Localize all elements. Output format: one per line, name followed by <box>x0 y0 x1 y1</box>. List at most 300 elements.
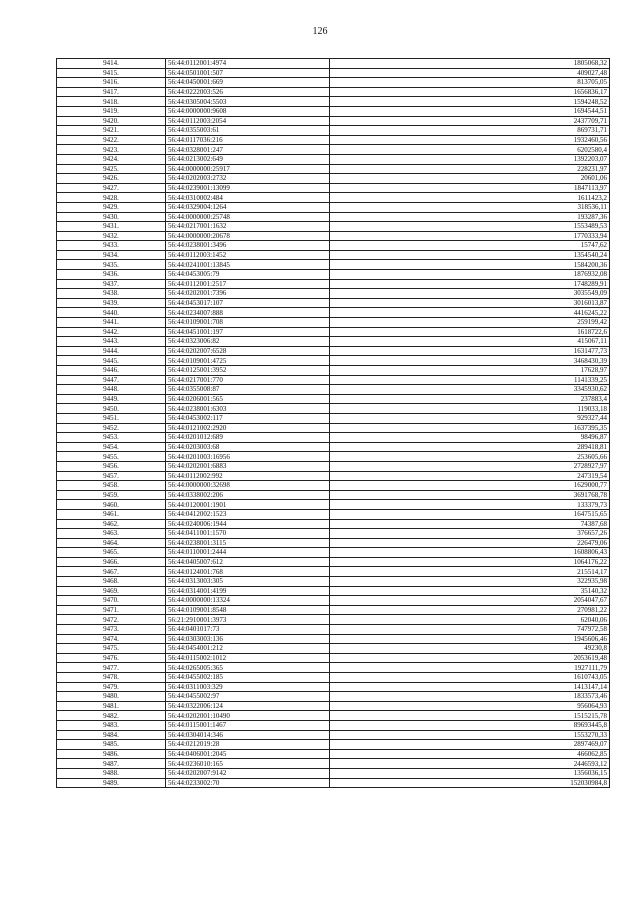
cadastral-number: 56:44:0241001:13845 <box>166 260 330 270</box>
table-row <box>57 279 610 289</box>
table-row <box>57 222 610 232</box>
row-number: 9482. <box>57 711 166 721</box>
row-number: 9469. <box>57 586 166 596</box>
row-number: 9439. <box>57 298 166 308</box>
cadastral-value: 2054047,67 <box>330 596 610 606</box>
cadastral-number: 56:44:0000000:25748 <box>166 212 330 222</box>
row-number: 9442. <box>57 327 166 337</box>
table-row <box>57 289 610 299</box>
table-row <box>57 59 610 69</box>
cadastral-number: 56:44:0109001:8548 <box>166 605 330 615</box>
cadastral-number: 56:44:0115002:1012 <box>166 653 330 663</box>
cadastral-number: 56:44:0453017:107 <box>166 298 330 308</box>
cadastral-value: 3035549,09 <box>330 289 610 299</box>
row-number: 9447. <box>57 375 166 385</box>
table-row <box>57 116 610 126</box>
row-number: 9423. <box>57 145 166 155</box>
table-row <box>57 212 610 222</box>
cadastral-value: 119033,18 <box>330 404 610 414</box>
table-row <box>57 78 610 88</box>
cadastral-value: 1656836,17 <box>330 87 610 97</box>
row-number: 9426. <box>57 174 166 184</box>
row-number: 9417. <box>57 87 166 97</box>
row-number: 9457. <box>57 471 166 481</box>
cadastral-value: 1141339,25 <box>330 375 610 385</box>
cadastral-number: 56:44:0109001:708 <box>166 318 330 328</box>
cadastral-number: 56:44:0202001:6883 <box>166 461 330 471</box>
cadastral-value: 2446593,12 <box>330 759 610 769</box>
cadastral-value: 409027,48 <box>330 68 610 78</box>
row-number: 9449. <box>57 394 166 404</box>
row-number: 9455. <box>57 452 166 462</box>
cadastral-number: 56:44:0000000:13324 <box>166 596 330 606</box>
cadastral-value: 322935,98 <box>330 577 610 587</box>
cadastral-value: 1584200,36 <box>330 260 610 270</box>
cadastral-value: 1611423,2 <box>330 193 610 203</box>
cadastral-value: 247319,54 <box>330 471 610 481</box>
row-number: 9470. <box>57 596 166 606</box>
cadastral-value: 747972,58 <box>330 625 610 635</box>
cadastral-value: 2053619,48 <box>330 653 610 663</box>
cadastral-number: 56:44:0112003:1452 <box>166 250 330 260</box>
cadastral-value: 1647515,65 <box>330 509 610 519</box>
cadastral-value: 1608806,43 <box>330 548 610 558</box>
table-row <box>57 452 610 462</box>
cadastral-number: 56:44:0000000:9608 <box>166 106 330 116</box>
cadastral-number: 56:44:0000000:25917 <box>166 164 330 174</box>
row-number: 9458. <box>57 481 166 491</box>
cadastral-number: 56:44:0411001:1570 <box>166 529 330 539</box>
row-number: 9431. <box>57 222 166 232</box>
row-number: 9463. <box>57 529 166 539</box>
page-number: 126 <box>312 26 328 37</box>
cadastral-number: 56:44:0112002:992 <box>166 471 330 481</box>
cadastral-number: 56:44:0234007:888 <box>166 308 330 318</box>
cadastral-number: 56:44:0238001:3115 <box>166 538 330 548</box>
row-number: 9429. <box>57 202 166 212</box>
row-number: 9489. <box>57 778 166 788</box>
row-number: 9448. <box>57 385 166 395</box>
row-number: 9478. <box>57 673 166 683</box>
cadastral-value: 1553489,53 <box>330 222 610 232</box>
row-number: 9437. <box>57 279 166 289</box>
table-row <box>57 337 610 347</box>
cadastral-number: 56:44:0115001:1467 <box>166 720 330 730</box>
row-number: 9465. <box>57 548 166 558</box>
cadastral-value: 1945606,46 <box>330 634 610 644</box>
cadastral-value: 1833573,46 <box>330 692 610 702</box>
cadastral-value: 466062,85 <box>330 749 610 759</box>
cadastral-number: 56:44:0406001:2045 <box>166 749 330 759</box>
table-row <box>57 653 610 663</box>
cadastral-number: 56:44:0206001:565 <box>166 394 330 404</box>
row-number: 9462. <box>57 519 166 529</box>
cadastral-number: 56:44:0121002:2920 <box>166 423 330 433</box>
table-row <box>57 385 610 395</box>
table-row <box>57 596 610 606</box>
row-number: 9475. <box>57 644 166 654</box>
table-row <box>57 605 610 615</box>
cadastral-number: 56:44:0453002:117 <box>166 413 330 423</box>
cadastral-value: 956064,93 <box>330 701 610 711</box>
cadastral-value: 259199,42 <box>330 318 610 328</box>
cadastral-value: 89693445,8 <box>330 720 610 730</box>
cadastral-value: 3691768,78 <box>330 490 610 500</box>
row-number: 9424. <box>57 154 166 164</box>
cadastral-number: 56:44:0109001:4725 <box>166 356 330 366</box>
cadastral-number: 56:44:0405007:612 <box>166 557 330 567</box>
row-number: 9453. <box>57 433 166 443</box>
cadastral-number: 56:44:0203003:68 <box>166 442 330 452</box>
table-row <box>57 442 610 452</box>
cadastral-value: 15747,62 <box>330 241 610 251</box>
table-row <box>57 529 610 539</box>
row-number: 9438. <box>57 289 166 299</box>
cadastral-number: 56:44:0110001:2444 <box>166 548 330 558</box>
cadastral-number: 56:44:0112003:2054 <box>166 116 330 126</box>
cadastral-number: 56:44:0310002:484 <box>166 193 330 203</box>
table-row <box>57 433 610 443</box>
table-row <box>57 375 610 385</box>
row-number: 9480. <box>57 692 166 702</box>
table-row <box>57 644 610 654</box>
table-row <box>57 308 610 318</box>
table-row <box>57 183 610 193</box>
cadastral-value: 215514,17 <box>330 567 610 577</box>
row-number: 9425. <box>57 164 166 174</box>
cadastral-value: 35140,32 <box>330 586 610 596</box>
cadastral-number: 56:44:0124001:768 <box>166 567 330 577</box>
row-number: 9434. <box>57 250 166 260</box>
cadastral-number: 56:44:0412002:1523 <box>166 509 330 519</box>
row-number: 9459. <box>57 490 166 500</box>
row-number: 9486. <box>57 749 166 759</box>
row-number: 9416. <box>57 78 166 88</box>
cadastral-number: 56:44:0212019:28 <box>166 740 330 750</box>
row-number: 9485. <box>57 740 166 750</box>
row-number: 9418. <box>57 97 166 107</box>
table-row <box>57 154 610 164</box>
row-number: 9471. <box>57 605 166 615</box>
row-number: 9456. <box>57 461 166 471</box>
row-number: 9472. <box>57 615 166 625</box>
table-row <box>57 586 610 596</box>
cadastral-value: 1356036,15 <box>330 768 610 778</box>
table-row <box>57 202 610 212</box>
row-number: 9466. <box>57 557 166 567</box>
cadastral-number: 56:44:0455002:185 <box>166 673 330 683</box>
row-number: 9468. <box>57 577 166 587</box>
cadastral-number: 56:44:0304014:346 <box>166 730 330 740</box>
row-number: 9473. <box>57 625 166 635</box>
row-number: 9464. <box>57 538 166 548</box>
table-row <box>57 126 610 136</box>
cadastral-number: 56:44:0328001:247 <box>166 145 330 155</box>
row-number: 9440. <box>57 308 166 318</box>
cadastral-number: 56:44:0305004:5503 <box>166 97 330 107</box>
row-number: 9446. <box>57 366 166 376</box>
cadastral-value: 62040,06 <box>330 615 610 625</box>
table-row <box>57 145 610 155</box>
registry-table <box>56 58 610 788</box>
cadastral-number: 56:44:0338002:206 <box>166 490 330 500</box>
cadastral-value: 929327,44 <box>330 413 610 423</box>
cadastral-value: 133379,73 <box>330 500 610 510</box>
row-number: 9450. <box>57 404 166 414</box>
table-row <box>57 471 610 481</box>
table-row <box>57 663 610 673</box>
row-number: 9421. <box>57 126 166 136</box>
cadastral-value: 1847113,97 <box>330 183 610 193</box>
table-row <box>57 394 610 404</box>
cadastral-number: 56:44:0314001:4199 <box>166 586 330 596</box>
cadastral-value: 20601,06 <box>330 174 610 184</box>
cadastral-value: 1594248,52 <box>330 97 610 107</box>
row-number: 9436. <box>57 270 166 280</box>
table-row <box>57 548 610 558</box>
cadastral-value: 1553270,33 <box>330 730 610 740</box>
cadastral-value: 226479,06 <box>330 538 610 548</box>
cadastral-value: 318536,11 <box>330 202 610 212</box>
cadastral-number: 56:44:0401017:73 <box>166 625 330 635</box>
row-number: 9467. <box>57 567 166 577</box>
cadastral-number: 56:44:0112001:2517 <box>166 279 330 289</box>
table-row <box>57 768 610 778</box>
cadastral-number: 56:44:0355003:61 <box>166 126 330 136</box>
cadastral-number: 56:44:0202003:2732 <box>166 174 330 184</box>
row-number: 9445. <box>57 356 166 366</box>
table-row <box>57 740 610 750</box>
cadastral-value: 152030984,8 <box>330 778 610 788</box>
table-row <box>57 615 610 625</box>
table-row <box>57 461 610 471</box>
cadastral-number: 56:44:0323006:82 <box>166 337 330 347</box>
cadastral-value: 74387,68 <box>330 519 610 529</box>
cadastral-value: 1927111,79 <box>330 663 610 673</box>
cadastral-number: 56:44:0451001:197 <box>166 327 330 337</box>
row-number: 9430. <box>57 212 166 222</box>
table-row <box>57 557 610 567</box>
cadastral-number: 56:44:0453005:79 <box>166 270 330 280</box>
table-row <box>57 778 610 788</box>
cadastral-value: 2728927,97 <box>330 461 610 471</box>
table-row <box>57 509 610 519</box>
table-row <box>57 730 610 740</box>
table-row <box>57 749 610 759</box>
row-number: 9484. <box>57 730 166 740</box>
table-row <box>57 106 610 116</box>
row-number: 9488. <box>57 768 166 778</box>
cadastral-number: 56:44:0236010:165 <box>166 759 330 769</box>
row-number: 9460. <box>57 500 166 510</box>
cadastral-value: 1610743,05 <box>330 673 610 683</box>
table-row <box>57 682 610 692</box>
cadastral-value: 1392203,07 <box>330 154 610 164</box>
cadastral-number: 56:44:0217001:1632 <box>166 222 330 232</box>
row-number: 9474. <box>57 634 166 644</box>
cadastral-value: 1748289,91 <box>330 279 610 289</box>
cadastral-value: 1932460,56 <box>330 135 610 145</box>
table-row <box>57 318 610 328</box>
row-number: 9432. <box>57 231 166 241</box>
row-number: 9444. <box>57 346 166 356</box>
cadastral-value: 376657,26 <box>330 529 610 539</box>
row-number: 9441. <box>57 318 166 328</box>
cadastral-value: 1694544,51 <box>330 106 610 116</box>
cadastral-value: 1637395,35 <box>330 423 610 433</box>
cadastral-value: 1354540,24 <box>330 250 610 260</box>
row-number: 9452. <box>57 423 166 433</box>
table-row <box>57 250 610 260</box>
cadastral-value: 193287,36 <box>330 212 610 222</box>
row-number: 9487. <box>57 759 166 769</box>
table-row <box>57 625 610 635</box>
table-row <box>57 193 610 203</box>
cadastral-number: 56:44:0000000:32698 <box>166 481 330 491</box>
table-row <box>57 346 610 356</box>
cadastral-number: 56:44:0501001:507 <box>166 68 330 78</box>
cadastral-number: 56:44:0213002:649 <box>166 154 330 164</box>
table-row <box>57 634 610 644</box>
registry-table-body <box>57 59 610 788</box>
table-row <box>57 164 610 174</box>
cadastral-number: 56:44:0202001:10490 <box>166 711 330 721</box>
table-row <box>57 231 610 241</box>
cadastral-value: 49230,8 <box>330 644 610 654</box>
table-row <box>57 87 610 97</box>
table-row <box>57 174 610 184</box>
row-number: 9414. <box>57 59 166 69</box>
cadastral-number: 56:44:0455002:97 <box>166 692 330 702</box>
row-number: 9461. <box>57 509 166 519</box>
cadastral-value: 6202580,4 <box>330 145 610 155</box>
cadastral-value: 289418,81 <box>330 442 610 452</box>
cadastral-number: 56:44:0202001:7396 <box>166 289 330 299</box>
cadastral-number: 56:44:0202007:6528 <box>166 346 330 356</box>
cadastral-number: 56:44:0303003:136 <box>166 634 330 644</box>
table-row <box>57 720 610 730</box>
row-number: 9451. <box>57 413 166 423</box>
cadastral-number: 56:44:0233002:70 <box>166 778 330 788</box>
row-number: 9435. <box>57 260 166 270</box>
cadastral-number: 56:44:0217001:770 <box>166 375 330 385</box>
cadastral-number: 56:44:0454001:212 <box>166 644 330 654</box>
table-row <box>57 404 610 414</box>
cadastral-value: 3016013,87 <box>330 298 610 308</box>
table-row <box>57 538 610 548</box>
cadastral-number: 56:21:2910001:3973 <box>166 615 330 625</box>
cadastral-value: 1876932,08 <box>330 270 610 280</box>
row-number: 9422. <box>57 135 166 145</box>
cadastral-value: 1064176,22 <box>330 557 610 567</box>
cadastral-value: 1770333,94 <box>330 231 610 241</box>
table-row <box>57 327 610 337</box>
cadastral-value: 4416245,22 <box>330 308 610 318</box>
cadastral-value: 17628,97 <box>330 366 610 376</box>
cadastral-value: 1629000,77 <box>330 481 610 491</box>
cadastral-value: 3345930,62 <box>330 385 610 395</box>
cadastral-number: 56:44:0238001:3496 <box>166 241 330 251</box>
cadastral-value: 1413147,14 <box>330 682 610 692</box>
cadastral-value: 2897469,07 <box>330 740 610 750</box>
cadastral-number: 56:44:0313003:305 <box>166 577 330 587</box>
table-row <box>57 356 610 366</box>
cadastral-value: 98496,87 <box>330 433 610 443</box>
cadastral-value: 270981,22 <box>330 605 610 615</box>
cadastral-value: 3468430,39 <box>330 356 610 366</box>
cadastral-value: 1618722,6 <box>330 327 610 337</box>
cadastral-value: 415067,11 <box>330 337 610 347</box>
table-row <box>57 423 610 433</box>
cadastral-number: 56:44:0265005:365 <box>166 663 330 673</box>
cadastral-number: 56:44:0329004:1264 <box>166 202 330 212</box>
table-row <box>57 260 610 270</box>
cadastral-value: 1631477,73 <box>330 346 610 356</box>
cadastral-number: 56:44:0125001:3952 <box>166 366 330 376</box>
table-row <box>57 68 610 78</box>
cadastral-number: 56:44:0202007:9142 <box>166 768 330 778</box>
row-number: 9433. <box>57 241 166 251</box>
cadastral-value: 813705,05 <box>330 78 610 88</box>
row-number: 9483. <box>57 720 166 730</box>
table-row <box>57 298 610 308</box>
row-number: 9443. <box>57 337 166 347</box>
cadastral-number: 56:44:0112001:4974 <box>166 59 330 69</box>
table-row <box>57 500 610 510</box>
cadastral-number: 56:44:0238001:6303 <box>166 404 330 414</box>
cadastral-value: 228231,97 <box>330 164 610 174</box>
cadastral-number: 56:44:0117036:216 <box>166 135 330 145</box>
row-number: 9481. <box>57 701 166 711</box>
row-number: 9454. <box>57 442 166 452</box>
row-number: 9428. <box>57 193 166 203</box>
table-row <box>57 567 610 577</box>
cadastral-number: 56:44:0355008:87 <box>166 385 330 395</box>
table-row <box>57 413 610 423</box>
row-number: 9479. <box>57 682 166 692</box>
cadastral-value: 237883,4 <box>330 394 610 404</box>
cadastral-number: 56:44:0222003:526 <box>166 87 330 97</box>
table-row <box>57 97 610 107</box>
cadastral-value: 2437709,71 <box>330 116 610 126</box>
table-row <box>57 366 610 376</box>
cadastral-number: 56:44:0000000:20678 <box>166 231 330 241</box>
table-row <box>57 692 610 702</box>
table-row <box>57 701 610 711</box>
cadastral-value: 253605,66 <box>330 452 610 462</box>
cadastral-number: 56:44:0239001:13099 <box>166 183 330 193</box>
cadastral-number: 56:44:0240006:1944 <box>166 519 330 529</box>
row-number: 9476. <box>57 653 166 663</box>
table-row <box>57 481 610 491</box>
cadastral-value: 1515215,78 <box>330 711 610 721</box>
cadastral-number: 56:44:0201003:16956 <box>166 452 330 462</box>
table-row <box>57 519 610 529</box>
cadastral-value: 869731,71 <box>330 126 610 136</box>
table-row <box>57 577 610 587</box>
table-row <box>57 270 610 280</box>
row-number: 9415. <box>57 68 166 78</box>
table-row <box>57 711 610 721</box>
cadastral-number: 56:44:0120001:1901 <box>166 500 330 510</box>
row-number: 9419. <box>57 106 166 116</box>
table-row <box>57 490 610 500</box>
table-row <box>57 241 610 251</box>
table-row <box>57 135 610 145</box>
cadastral-number: 56:44:0450001:669 <box>166 78 330 88</box>
row-number: 9420. <box>57 116 166 126</box>
cadastral-number: 56:44:0311003:329 <box>166 682 330 692</box>
